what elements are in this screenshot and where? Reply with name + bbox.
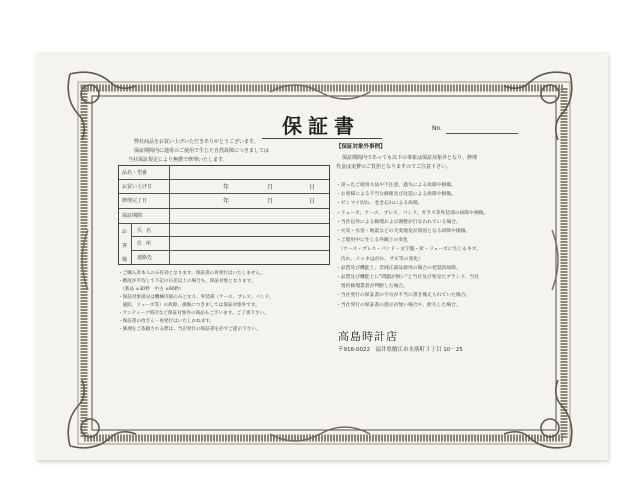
- exclusion-item: ・当社発行の保証書の字句が不当に書き換えられていた場合。: [336, 293, 471, 299]
- shop-address: 〒916-0022 福井県鯖江市水落町３丁目 10－25: [338, 347, 463, 353]
- exclusions-heading: 【保証対象外事例】: [336, 144, 386, 150]
- note-line: 風防、リューズ等）の故障、損傷につきましては保証対象外です。: [118, 303, 260, 308]
- shop-name: 高島時計店: [338, 330, 398, 343]
- warranty-period-label: 保証期間: [122, 213, 143, 219]
- day-unit: 日: [309, 198, 316, 205]
- exclusion-item: 契約修理業者が判断した場合。: [336, 284, 408, 290]
- customer-divider: [131, 224, 132, 264]
- number-field-line: [446, 133, 518, 134]
- exclusion-item: ・当社発行の保証書の提示が無い場合や、紛失した場合。: [336, 302, 461, 308]
- month-unit: 月: [267, 198, 274, 205]
- intro-line: 弊社商品をお買い上げいただきありがとうございます。: [134, 139, 259, 145]
- customer-side-label: 客: [122, 243, 128, 249]
- exclusion-item: ・品質及び機能上、非純正部品使用の場合の発覚的故障。: [336, 265, 461, 271]
- exclusion-item: 汚れ、メッキはがれ、サビ等の変化）: [336, 256, 423, 262]
- note-line: ・ご購入者本人のみ有効となります。保証書の再発行はいたしません。: [118, 271, 265, 276]
- purchase-date-label: お買い上げ日: [122, 184, 153, 190]
- exclusion-item: ・誤ったご使用方法や不注意、過失による故障や損傷。: [336, 183, 456, 188]
- note-line: （新品 ±30秒 中古 ±60秒）: [118, 287, 184, 292]
- form-row-line: [119, 223, 329, 224]
- form-row-line: [131, 250, 329, 251]
- intro-line: 当社保証規定により無償で修理いたします。: [128, 157, 228, 163]
- exclusions-list: [336, 181, 528, 310]
- year-unit: 年: [223, 198, 230, 205]
- note-line: ・修理をご依頼される際は、当店発行の保証書を必ずご提示下さい。: [118, 327, 261, 332]
- certificate-title: 保証書: [282, 114, 360, 138]
- note-line: ・アンティーク時計など保証対象外の商品もございます。ご了承下さい。: [118, 311, 269, 316]
- customer-side-label: お: [122, 229, 128, 235]
- form-row-line: [131, 236, 329, 237]
- year-unit: 年: [223, 184, 230, 191]
- note-line: ・保証書の改ざん・再発行はいたしかねます。: [118, 319, 215, 324]
- intro-line: 保証期間内に通常のご使用で生じた自然故障につきましては: [134, 148, 269, 154]
- product-model-label: 品名・型番: [122, 170, 148, 176]
- day-unit: 日: [309, 184, 316, 191]
- exclusion-item: ・当社以外による修理および調整が行なわれている場合。: [336, 219, 461, 225]
- exclusion-item: ・お客様による不当な修理及び改造による故障や損傷。: [336, 192, 456, 198]
- exclusion-item: ・ゼンマイ切れ、巻き忘れによる故障。: [336, 201, 423, 207]
- month-unit: 月: [267, 184, 274, 191]
- repair-date-label: 修理完了日: [122, 198, 148, 204]
- form-row-line: [119, 208, 329, 209]
- note-line: ・精度が平均して下記の日差以上の場合も、保証対象となります。: [118, 279, 256, 284]
- form-row-line: [119, 193, 329, 194]
- exclusion-item: （ケース・ブレス・バンド・文字盤・針・リューズに生じるキズ、: [336, 247, 482, 253]
- exclusions-intro: [336, 154, 528, 172]
- form-row-line: [119, 179, 329, 180]
- contact-label: 連絡先: [137, 255, 153, 261]
- exclusions-intro-line: 保証期間内であっても以下の事象は保証対象外となり、修理: [342, 155, 477, 161]
- intro-text: [128, 138, 318, 165]
- customer-side-label: 様: [122, 257, 128, 263]
- terms-notes: [118, 270, 333, 334]
- exclusions-intro-line: 代金は実費のご負担となりますのでご注意下さい。: [336, 164, 452, 170]
- name-label: 氏名: [137, 228, 156, 234]
- address-label: 住所: [137, 241, 156, 247]
- exclusion-item: ・火災・水害・地震などの天変地変が原因となる故障や損傷。: [336, 229, 471, 235]
- warranty-form-table: [118, 165, 330, 265]
- exclusion-item: ・リューズ、ケース、ブレス、バンド、ガラス等外装部の故障や損傷。: [336, 210, 489, 216]
- exclusion-item: ・品質及び機能上に"問題が無い"と当社及び発売元ブランド、当社: [336, 275, 480, 281]
- number-label: No.: [432, 125, 442, 132]
- note-line: ・保証対象部分は機械内部のみとなり、外装部（ケース、ブレス、バンド、: [118, 295, 274, 300]
- exclusion-item: ・ご使用中に生じる外観上の変化: [336, 238, 408, 244]
